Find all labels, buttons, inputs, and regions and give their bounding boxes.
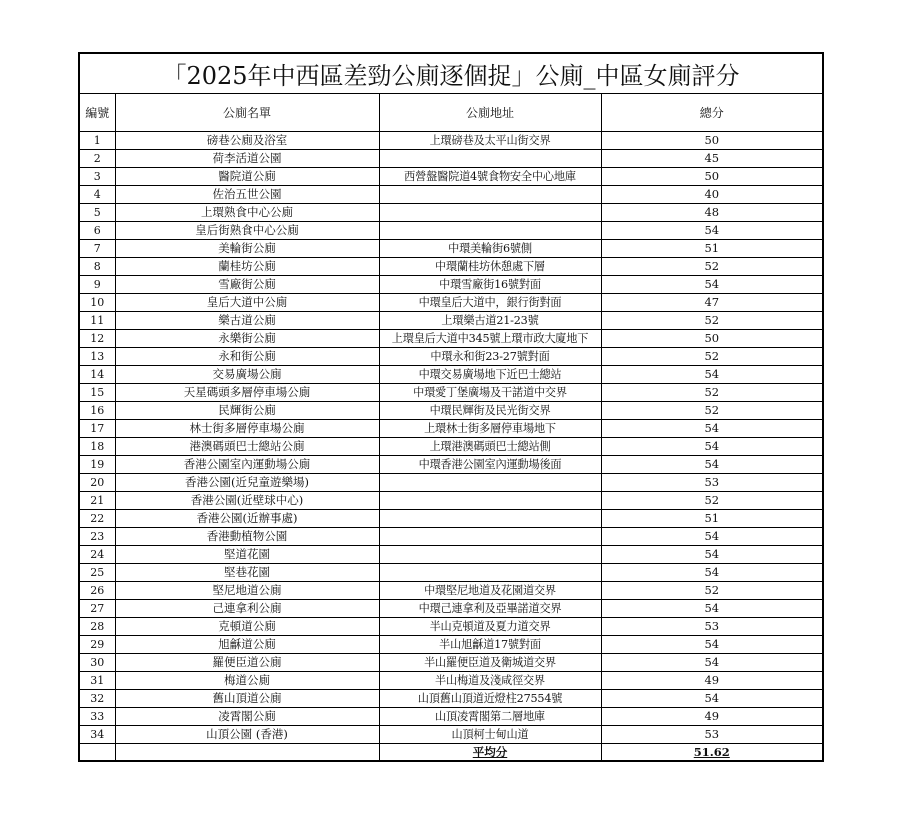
toilet-score: 49	[601, 708, 823, 726]
toilet-name: 舊山頂道公廁	[115, 690, 379, 708]
toilet-address: 中環蘭桂坊休憩處下層	[379, 258, 601, 276]
toilet-score: 52	[601, 258, 823, 276]
table-row	[79, 438, 823, 456]
toilet-name: 旭龢道公廁	[115, 636, 379, 654]
toilet-score: 54	[601, 528, 823, 546]
toilet-score: 49	[601, 672, 823, 690]
table-row	[79, 294, 823, 312]
toilet-score: 40	[601, 186, 823, 204]
toilet-address: 上環樂古道21-23號	[379, 312, 601, 330]
toilet-score: 53	[601, 474, 823, 492]
row-number: 24	[79, 546, 115, 564]
toilet-score: 45	[601, 150, 823, 168]
average-row	[79, 744, 823, 762]
table-row	[79, 132, 823, 150]
toilet-score: 52	[601, 348, 823, 366]
toilet-score: 54	[601, 600, 823, 618]
toilet-score: 54	[601, 222, 823, 240]
column-header-row	[79, 94, 823, 132]
row-number: 32	[79, 690, 115, 708]
row-number: 21	[79, 492, 115, 510]
toilet-score: 54	[601, 654, 823, 672]
table-row	[79, 312, 823, 330]
toilet-address: 山頂柯士甸山道	[379, 726, 601, 744]
row-number: 18	[79, 438, 115, 456]
table-row	[79, 168, 823, 186]
toilet-name: 凌霄閣公廁	[115, 708, 379, 726]
toilet-name: 堅尼地道公廁	[115, 582, 379, 600]
toilet-name: 上環熟食中心公廁	[115, 204, 379, 222]
toilet-name: 民輝街公廁	[115, 402, 379, 420]
toilet-name: 醫院道公廁	[115, 168, 379, 186]
toilet-name: 梅道公廁	[115, 672, 379, 690]
toilet-score: 47	[601, 294, 823, 312]
average-row-blank-2	[115, 744, 379, 762]
row-number: 12	[79, 330, 115, 348]
toilet-address: 半山旭龢道17號對面	[379, 636, 601, 654]
table-row	[79, 672, 823, 690]
toilet-name: 永樂街公廁	[115, 330, 379, 348]
toilet-name: 蘭桂坊公廁	[115, 258, 379, 276]
row-number: 8	[79, 258, 115, 276]
row-number: 29	[79, 636, 115, 654]
toilet-address: 半山克頓道及夏力道交界	[379, 618, 601, 636]
table-row	[79, 582, 823, 600]
table-row	[79, 546, 823, 564]
table-row	[79, 564, 823, 582]
toilet-address	[379, 546, 601, 564]
toilet-address: 上環港澳碼頭巴士總站側	[379, 438, 601, 456]
toilet-score: 54	[601, 438, 823, 456]
table-row	[79, 222, 823, 240]
toilet-address	[379, 204, 601, 222]
table-row	[79, 366, 823, 384]
table-row	[79, 402, 823, 420]
table-row	[79, 654, 823, 672]
row-number: 26	[79, 582, 115, 600]
toilet-name: 己連拿利公廁	[115, 600, 379, 618]
toilet-score: 53	[601, 726, 823, 744]
toilet-name: 交易廣場公廁	[115, 366, 379, 384]
toilet-address	[379, 492, 601, 510]
row-number: 17	[79, 420, 115, 438]
toilet-score: 53	[601, 618, 823, 636]
table-row	[79, 636, 823, 654]
toilet-address: 山頂舊山頂道近燈柱27554號	[379, 690, 601, 708]
column-header-address: 公廁地址	[379, 94, 601, 132]
row-number: 3	[79, 168, 115, 186]
table-row	[79, 330, 823, 348]
average-label	[379, 744, 601, 762]
row-number: 13	[79, 348, 115, 366]
toilet-name: 美輪街公廁	[115, 240, 379, 258]
toilet-score: 54	[601, 564, 823, 582]
row-number: 14	[79, 366, 115, 384]
toilet-address: 中環皇后大道中，銀行街對面	[379, 294, 601, 312]
toilet-name: 羅便臣道公廁	[115, 654, 379, 672]
row-number: 5	[79, 204, 115, 222]
row-number: 20	[79, 474, 115, 492]
toilet-score: 50	[601, 168, 823, 186]
row-number: 2	[79, 150, 115, 168]
toilet-name: 雪廠街公廁	[115, 276, 379, 294]
row-number: 9	[79, 276, 115, 294]
row-number: 31	[79, 672, 115, 690]
row-number: 34	[79, 726, 115, 744]
row-number: 7	[79, 240, 115, 258]
sheet-title: 「2025年中西區差勁公廁逐個捉」公廁_中區女廁評分	[79, 53, 823, 94]
table-row	[79, 384, 823, 402]
table-row	[79, 276, 823, 294]
row-number: 30	[79, 654, 115, 672]
toilet-score: 54	[601, 456, 823, 474]
toilet-score: 52	[601, 492, 823, 510]
toilet-address	[379, 564, 601, 582]
table-row	[79, 258, 823, 276]
toilet-score: 54	[601, 366, 823, 384]
toilet-address: 半山梅道及淺咸徑交界	[379, 672, 601, 690]
row-number: 25	[79, 564, 115, 582]
toilet-score: 54	[601, 420, 823, 438]
column-header-no: 編號	[79, 94, 115, 132]
toilet-address	[379, 186, 601, 204]
row-number: 1	[79, 132, 115, 150]
toilet-name: 堅巷花園	[115, 564, 379, 582]
toilet-address: 中環交易廣場地下近巴士總站	[379, 366, 601, 384]
row-number: 19	[79, 456, 115, 474]
table-row	[79, 600, 823, 618]
table-row	[79, 456, 823, 474]
row-number: 6	[79, 222, 115, 240]
table-body	[79, 132, 823, 744]
row-number: 15	[79, 384, 115, 402]
toilet-score: 51	[601, 240, 823, 258]
toilet-score: 52	[601, 402, 823, 420]
toilet-name: 樂古道公廁	[115, 312, 379, 330]
toilet-name: 山頂公園 (香港)	[115, 726, 379, 744]
row-number: 16	[79, 402, 115, 420]
toilet-name: 磅巷公廁及浴室	[115, 132, 379, 150]
toilet-address	[379, 528, 601, 546]
average-value	[601, 744, 823, 762]
toilet-score: 54	[601, 690, 823, 708]
toilet-address: 上環磅巷及太平山街交界	[379, 132, 601, 150]
table-row	[79, 726, 823, 744]
row-number: 23	[79, 528, 115, 546]
table-row	[79, 474, 823, 492]
table-row	[79, 240, 823, 258]
toilet-address: 西營盤醫院道4號食物安全中心地庫	[379, 168, 601, 186]
average-row-blank-1	[79, 744, 115, 762]
toilet-address	[379, 150, 601, 168]
column-header-name: 公廁名單	[115, 94, 379, 132]
toilet-address	[379, 222, 601, 240]
row-number: 11	[79, 312, 115, 330]
toilet-address: 中環愛丁堡廣場及干諾道中交界	[379, 384, 601, 402]
toilet-name: 荷李活道公園	[115, 150, 379, 168]
average-value-text: 51.62	[693, 745, 730, 759]
toilet-address: 中環美輪街6號側	[379, 240, 601, 258]
average-label-text: 平均分	[472, 745, 508, 759]
row-number: 27	[79, 600, 115, 618]
table-row	[79, 708, 823, 726]
toilet-address	[379, 510, 601, 528]
table-row	[79, 348, 823, 366]
toilet-name: 香港公園室內運動場公廁	[115, 456, 379, 474]
toilet-address: 中環永和街23-27號對面	[379, 348, 601, 366]
toilet-address: 中環堅尼地道及花園道交界	[379, 582, 601, 600]
table-row	[79, 186, 823, 204]
toilet-score: 51	[601, 510, 823, 528]
toilet-address: 中環己連拿利及亞畢諾道交界	[379, 600, 601, 618]
toilet-name: 皇后街熟食中心公廁	[115, 222, 379, 240]
table-row	[79, 618, 823, 636]
table-row	[79, 690, 823, 708]
toilet-name: 香港公園(近兒童遊樂場)	[115, 474, 379, 492]
toilet-name: 香港公園(近辦事處)	[115, 510, 379, 528]
toilet-address: 上環林士街多層停車場地下	[379, 420, 601, 438]
toilet-name: 林士街多層停車場公廁	[115, 420, 379, 438]
table-row	[79, 492, 823, 510]
toilet-score: 54	[601, 546, 823, 564]
toilet-address	[379, 474, 601, 492]
toilet-score: 52	[601, 384, 823, 402]
toilet-address: 中環香港公園室內運動場後面	[379, 456, 601, 474]
toilet-name: 永和街公廁	[115, 348, 379, 366]
table-row	[79, 510, 823, 528]
toilet-name: 克頓道公廁	[115, 618, 379, 636]
toilet-score: 54	[601, 276, 823, 294]
row-number: 4	[79, 186, 115, 204]
toilet-name: 香港公園(近壁球中心)	[115, 492, 379, 510]
toilet-name: 佐治五世公園	[115, 186, 379, 204]
toilet-score: 54	[601, 636, 823, 654]
toilet-address: 中環雪廠街16號對面	[379, 276, 601, 294]
table-row	[79, 420, 823, 438]
row-number: 28	[79, 618, 115, 636]
toilet-score: 48	[601, 204, 823, 222]
table-row	[79, 204, 823, 222]
row-number: 33	[79, 708, 115, 726]
row-number: 22	[79, 510, 115, 528]
toilet-address: 半山羅便臣道及衛城道交界	[379, 654, 601, 672]
toilet-address: 中環民輝街及民光街交界	[379, 402, 601, 420]
toilet-score: 50	[601, 330, 823, 348]
row-number: 10	[79, 294, 115, 312]
toilet-score: 52	[601, 582, 823, 600]
table-row	[79, 528, 823, 546]
toilet-name: 天星碼頭多層停車場公廁	[115, 384, 379, 402]
toilet-score: 52	[601, 312, 823, 330]
toilet-name: 皇后大道中公廁	[115, 294, 379, 312]
toilet-address: 山頂凌霄閣第二層地庫	[379, 708, 601, 726]
table-row	[79, 150, 823, 168]
toilet-name: 香港動植物公園	[115, 528, 379, 546]
column-header-score: 總分	[601, 94, 823, 132]
toilet-name: 堅道花園	[115, 546, 379, 564]
score-table	[78, 52, 824, 762]
toilet-score: 50	[601, 132, 823, 150]
toilet-name: 港澳碼頭巴士總站公廁	[115, 438, 379, 456]
toilet-address: 上環皇后大道中345號上環市政大廈地下	[379, 330, 601, 348]
